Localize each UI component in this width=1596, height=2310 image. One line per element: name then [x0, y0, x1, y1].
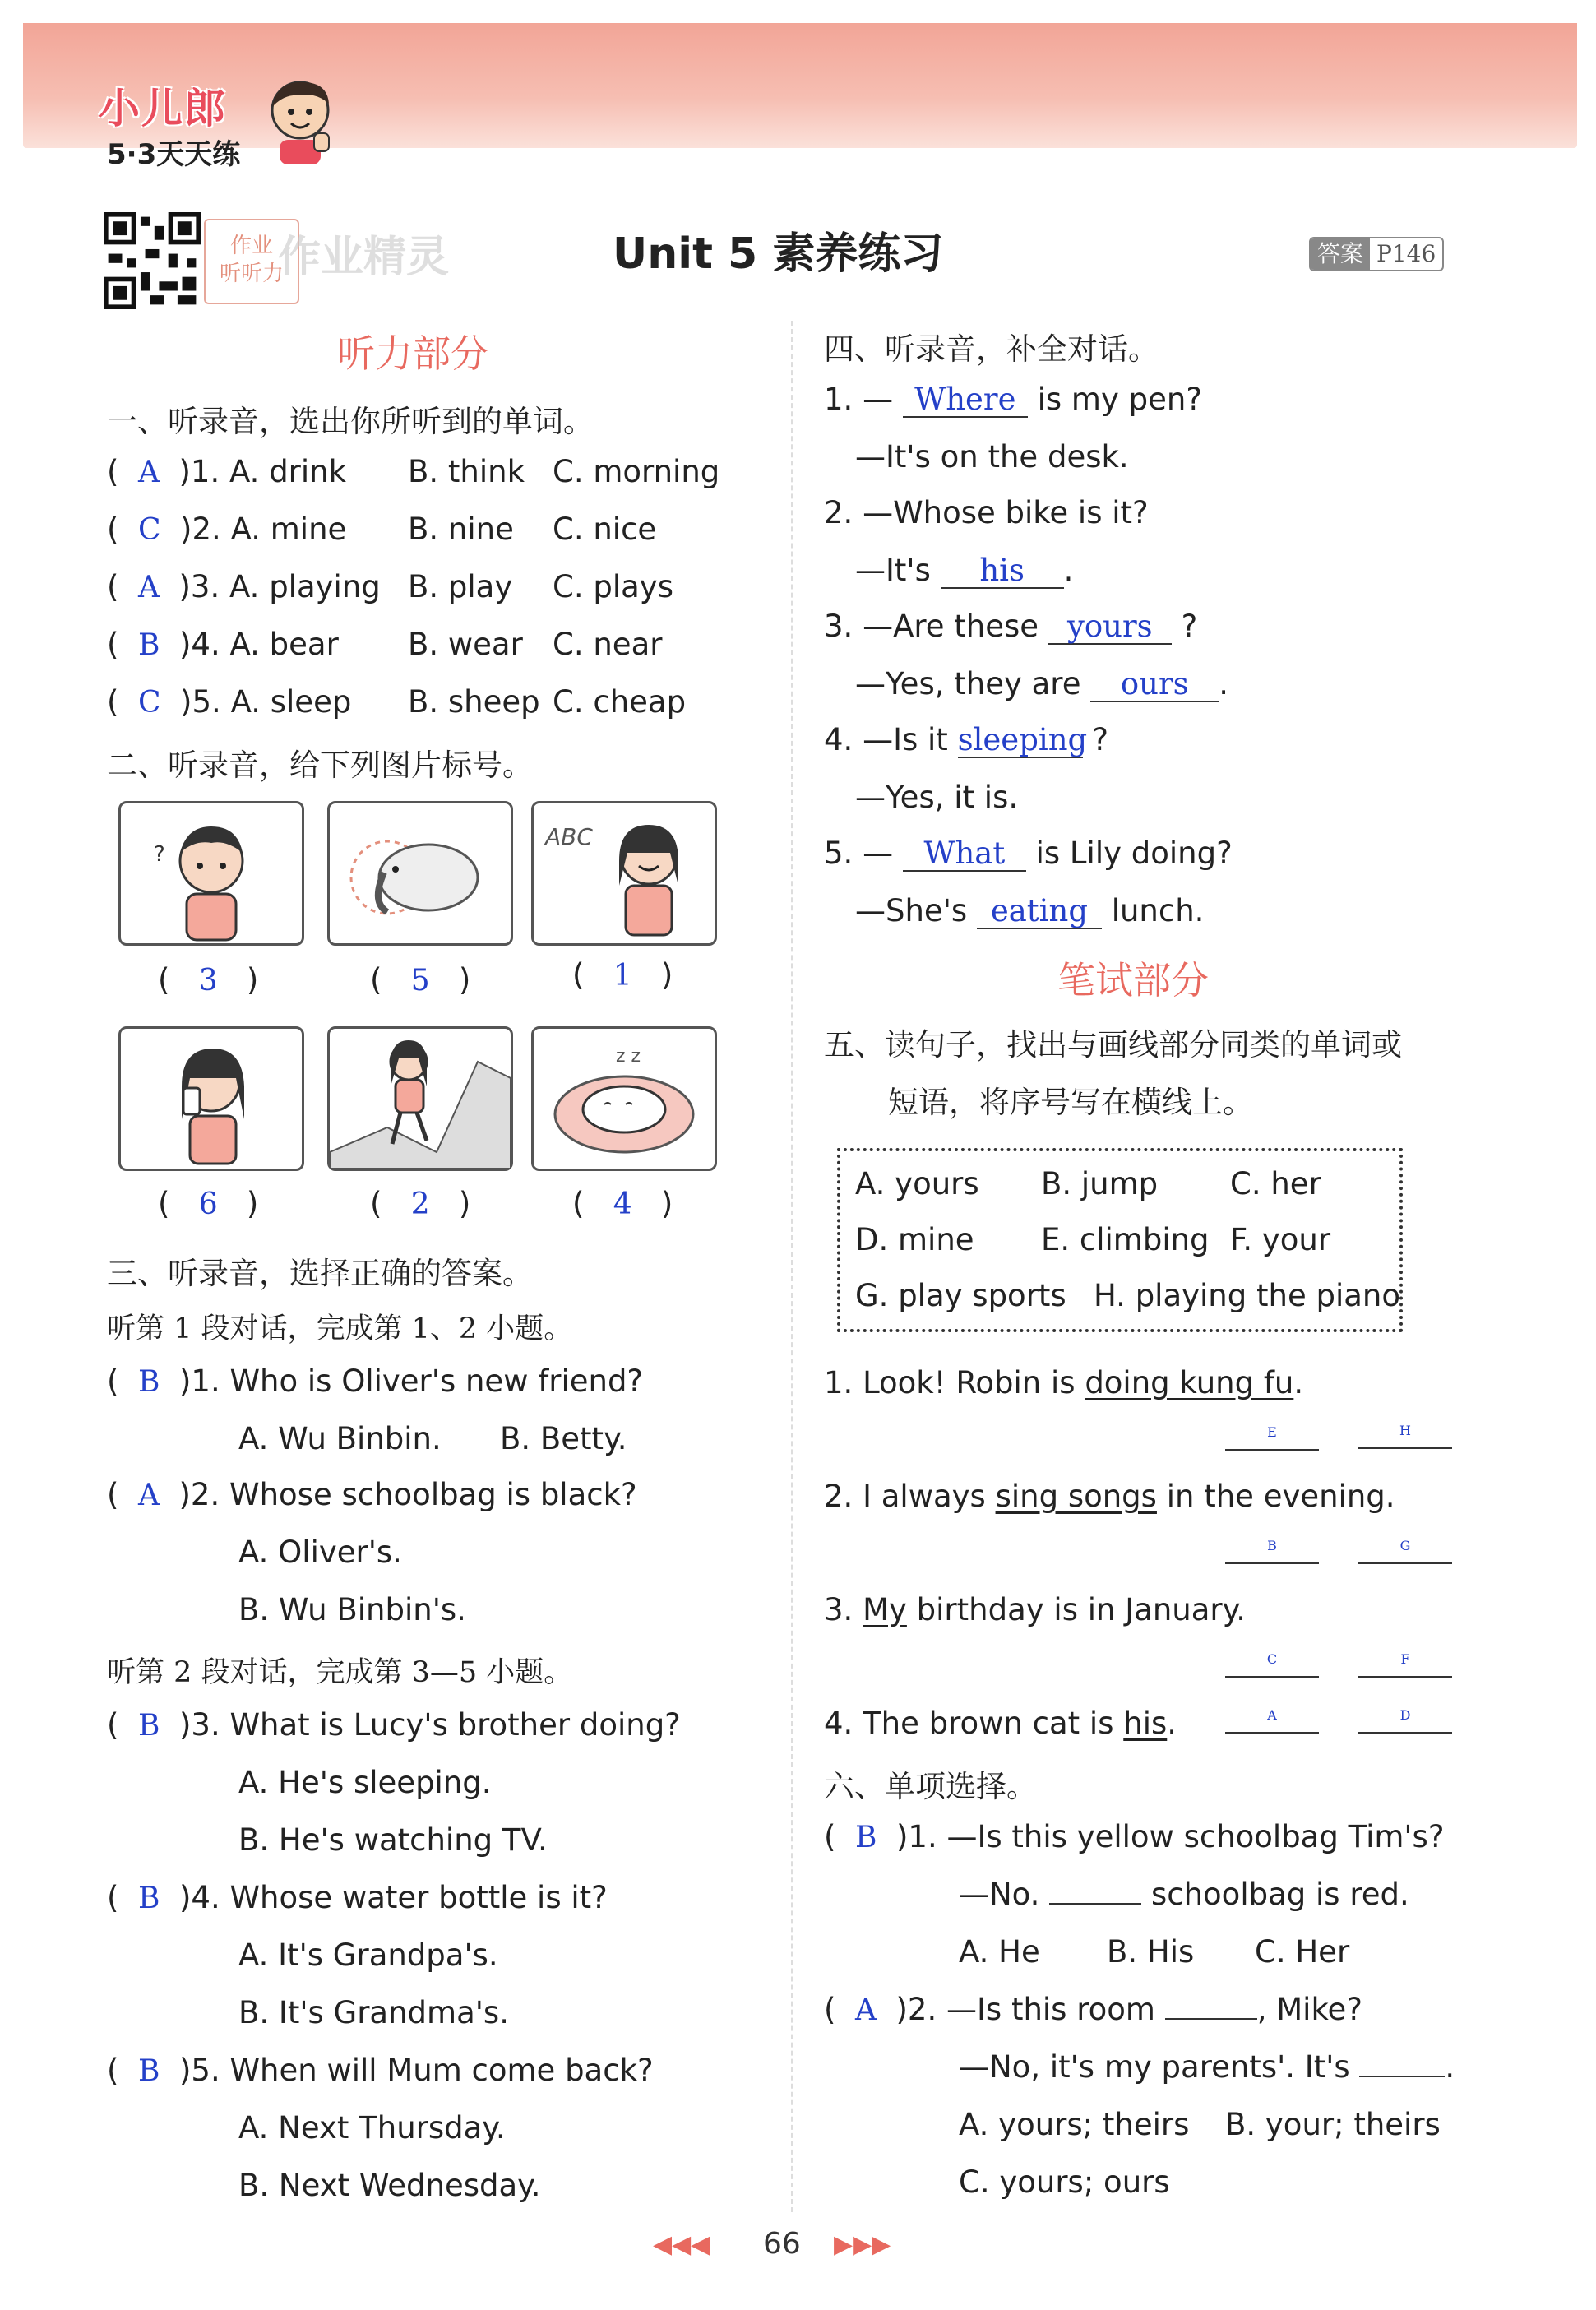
girl-drinking-icon: [121, 1029, 302, 1169]
s5-q1-blank-2: H: [1358, 1414, 1452, 1449]
s1-row-4: ( B )4. A. bear: [107, 627, 339, 662]
picture-answer-4: ( 6 ): [158, 1186, 259, 1221]
s6-q1-line-2: —No. schoolbag is red.: [959, 1877, 1409, 1912]
s5-title-line-1: 五、读句子，找出与画线部分同类的单词或: [824, 1027, 1402, 1062]
s4-line-10: —She's eating lunch.: [855, 893, 1205, 928]
s6-q2-line-2: —No, it's my parents'. It's .: [959, 2049, 1455, 2085]
s5-title-line-2: 短语，将序号写在横线上。: [888, 1085, 1253, 1120]
s6-q1: ( B )1. —Is this yellow schoolbag Tim's?: [824, 1819, 1445, 1854]
word-b: B. jump: [1041, 1166, 1159, 1201]
girl-abc-icon: [534, 803, 715, 943]
s1-opt-b: B. think: [408, 454, 525, 489]
column-divider: [791, 321, 793, 2212]
s5-q3-blank-2: F: [1358, 1643, 1452, 1678]
answer: B: [137, 628, 160, 662]
blank-6: What: [903, 837, 1026, 872]
s1-opt-c: C. plays: [553, 569, 673, 604]
s3-dialog-2-instruction: 听第 2 段对话，完成第 3—5 小题。: [107, 1656, 573, 1689]
picture-elephant: [327, 801, 513, 946]
mascot-icon: [261, 76, 339, 166]
s4-line-2: —It's on the desk.: [855, 439, 1129, 474]
s4-line-3: 2. —Whose bike is it?: [824, 495, 1149, 530]
s6-q2-blank-1: [1165, 2018, 1257, 2020]
s5-q3: 3. My birthday is in January.: [824, 1592, 1246, 1627]
s1-row-3: ( A )3. A. playing: [107, 569, 381, 604]
s5-q2-blank-2: G: [1358, 1530, 1452, 1564]
girl-climbing-icon: [330, 1029, 511, 1169]
blank-1: Where: [903, 383, 1028, 418]
s4-line-8: —Yes, it is.: [855, 780, 1019, 815]
s1-row-2: ( C )2. A. mine: [107, 512, 347, 547]
s3-q3: ( B )3. What is Lucy's brother doing?: [107, 1707, 681, 1743]
s5-q4-blank-2: D: [1358, 1699, 1452, 1734]
s5-q4-blank-1: A: [1225, 1699, 1319, 1734]
s6-q1-opt-c: C. Her: [1255, 1934, 1350, 1970]
picture-answer-1: ( 3 ): [158, 962, 259, 998]
s3-q2: ( A )2. Whose schoolbag is black?: [107, 1477, 637, 1512]
s6-q2-opt-b: B. your; theirs: [1225, 2107, 1441, 2142]
s4-line-7: 4. —Is it sleeping ?: [824, 722, 1108, 757]
s5-q2: 2. I always sing songs in the evening.: [824, 1479, 1395, 1514]
answer: C: [137, 686, 161, 720]
page-number: 66: [763, 2227, 801, 2261]
blank-4: ours: [1090, 668, 1219, 702]
s1-opt-b: B. sheep: [408, 684, 540, 720]
s6-q2: ( A )2. —Is this room , Mike?: [824, 1992, 1362, 2027]
s6-q1-blank: [1049, 1903, 1141, 1905]
s4-line-1: 1. — Where is my pen?: [824, 382, 1202, 417]
s5-q3-blank-1: C: [1225, 1643, 1319, 1678]
s3-q1-opt-b: B. Betty.: [500, 1421, 627, 1456]
s3-q4-opt-a: A. It's Grandpa's.: [238, 1937, 498, 1973]
s3-q4-opt-b: B. It's Grandma's.: [238, 1995, 509, 2030]
s3-q3-opt-b: B. He's watching TV.: [238, 1822, 548, 1858]
s6-q1-opt-b: B. His: [1107, 1934, 1195, 1970]
qr-code-icon: [104, 212, 201, 309]
svg-text:ABC: ABC: [545, 823, 593, 850]
written-section-title: 笔试部分: [1057, 958, 1209, 1002]
s4-line-4: —It's his .: [855, 553, 1074, 588]
answer-label: 答案: [1311, 238, 1370, 270]
s1-opt-c: C. morning: [553, 454, 720, 489]
watermark: 作业精灵: [278, 233, 450, 282]
s1-opt-b: B. play: [408, 569, 513, 604]
s6-q2-opt-c: C. yours; ours: [959, 2164, 1170, 2200]
picture-girl-abc: [531, 801, 717, 946]
s5-q1-blank-1: E: [1225, 1416, 1319, 1451]
answer-page: P146: [1376, 240, 1436, 267]
word-d: D. mine: [855, 1222, 974, 1257]
page-title: Unit 5 素养练习: [613, 229, 944, 279]
word-h: H. playing the piano: [1094, 1278, 1401, 1313]
s3-q5: ( B )5. When will Mum come back?: [107, 2053, 654, 2088]
cat-sleeping-icon: [534, 1029, 715, 1169]
s3-title: 三、听录音，选择正确的答案。: [107, 1256, 533, 1291]
answer-reference: [1309, 237, 1444, 271]
picture-answer-5: ( 2 ): [370, 1186, 471, 1221]
s4-line-6: —Yes, they are ours .: [855, 666, 1228, 701]
s5-q2-blank-1: B: [1225, 1530, 1319, 1564]
elephant-icon: [330, 803, 511, 943]
blank-5: sleeping: [957, 722, 1088, 757]
svg-text:z z: z z: [616, 1046, 641, 1067]
s6-q2-blank-2: [1359, 2076, 1445, 2077]
word-a: A. yours: [855, 1166, 979, 1201]
s3-dialog-1-instruction: 听第 1 段对话，完成第 1、2 小题。: [107, 1312, 573, 1345]
answer: C: [137, 513, 161, 547]
word-f: F. your: [1230, 1222, 1331, 1257]
s3-q5-opt-b: B. Next Wednesday.: [238, 2168, 541, 2203]
s6-title: 六、单项选择。: [824, 1769, 1037, 1804]
blank-3: yours: [1048, 610, 1172, 645]
s4-line-5: 3. —Are these yours ?: [824, 609, 1198, 644]
s1-row-5: ( C )5. A. sleep: [107, 684, 352, 720]
s3-q1-opt-a: A. Wu Binbin.: [238, 1421, 442, 1456]
word-g: G. play sports: [855, 1278, 1066, 1313]
picture-girl-climbing: [327, 1026, 513, 1171]
blank-7: eating: [977, 895, 1102, 929]
listening-section-title: 听力部分: [337, 331, 488, 376]
series-name: 5·3天天练: [107, 138, 241, 171]
s3-q2-opt-a: A. Oliver's.: [238, 1535, 402, 1570]
s1-row-1: ( A )1. A. drink: [107, 454, 347, 489]
brand-logo: 小儿郎: [99, 85, 227, 132]
picture-girl-drinking: [118, 1026, 304, 1171]
s3-q2-opt-b: B. Wu Binbin's.: [238, 1592, 466, 1627]
picture-answer-3: ( 1 ): [572, 957, 673, 993]
s1-opt-b: B. nine: [408, 512, 514, 547]
s3-q3-opt-a: A. He's sleeping.: [238, 1765, 492, 1800]
answer: A: [137, 571, 160, 604]
s3-q1: ( B )1. Who is Oliver's new friend?: [107, 1363, 644, 1399]
s2-title: 二、听录音，给下列图片标号。: [107, 748, 533, 783]
word-e: E. climbing: [1041, 1222, 1210, 1257]
picture-answer-2: ( 5 ): [370, 962, 471, 998]
s4-line-9: 5. — What is Lily doing?: [824, 836, 1233, 871]
s3-q4: ( B )4. Whose water bottle is it?: [107, 1880, 608, 1915]
s1-opt-c: C. nice: [553, 512, 657, 547]
next-arrows-icon: ▶▶▶: [834, 2230, 891, 2259]
svg-text:?: ?: [154, 842, 165, 867]
s1-title: 一、听录音，选出你所听到的单词。: [107, 404, 594, 439]
s5-q4: 4. The brown cat is his.: [824, 1706, 1177, 1741]
s4-title: 四、听录音，补全对话。: [824, 331, 1159, 367]
tag-line-2: 听听力: [219, 262, 284, 286]
picture-cat-sleeping: [531, 1026, 717, 1171]
blank-2: his: [941, 554, 1064, 589]
answer: A: [137, 456, 160, 489]
word-c: C. her: [1230, 1166, 1321, 1201]
picture-answer-6: ( 4 ): [572, 1186, 673, 1221]
s5-q1: 1. Look! Robin is doing kung fu.: [824, 1365, 1304, 1400]
s1-opt-c: C. near: [553, 627, 663, 662]
s3-q5-opt-a: A. Next Thursday.: [238, 2110, 506, 2146]
prev-arrows-icon: ◀◀◀: [653, 2230, 710, 2259]
s6-q2-opt-a: A. yours; theirs: [959, 2107, 1190, 2142]
picture-boy-thinking: [118, 801, 304, 946]
boy-thinking-icon: [121, 803, 302, 943]
s6-q1-opt-a: A. He: [959, 1934, 1040, 1970]
s1-opt-c: C. cheap: [553, 684, 687, 720]
s1-opt-b: B. wear: [408, 627, 523, 662]
tag-line-1: 作业: [229, 234, 273, 258]
header-band: [23, 23, 1577, 148]
